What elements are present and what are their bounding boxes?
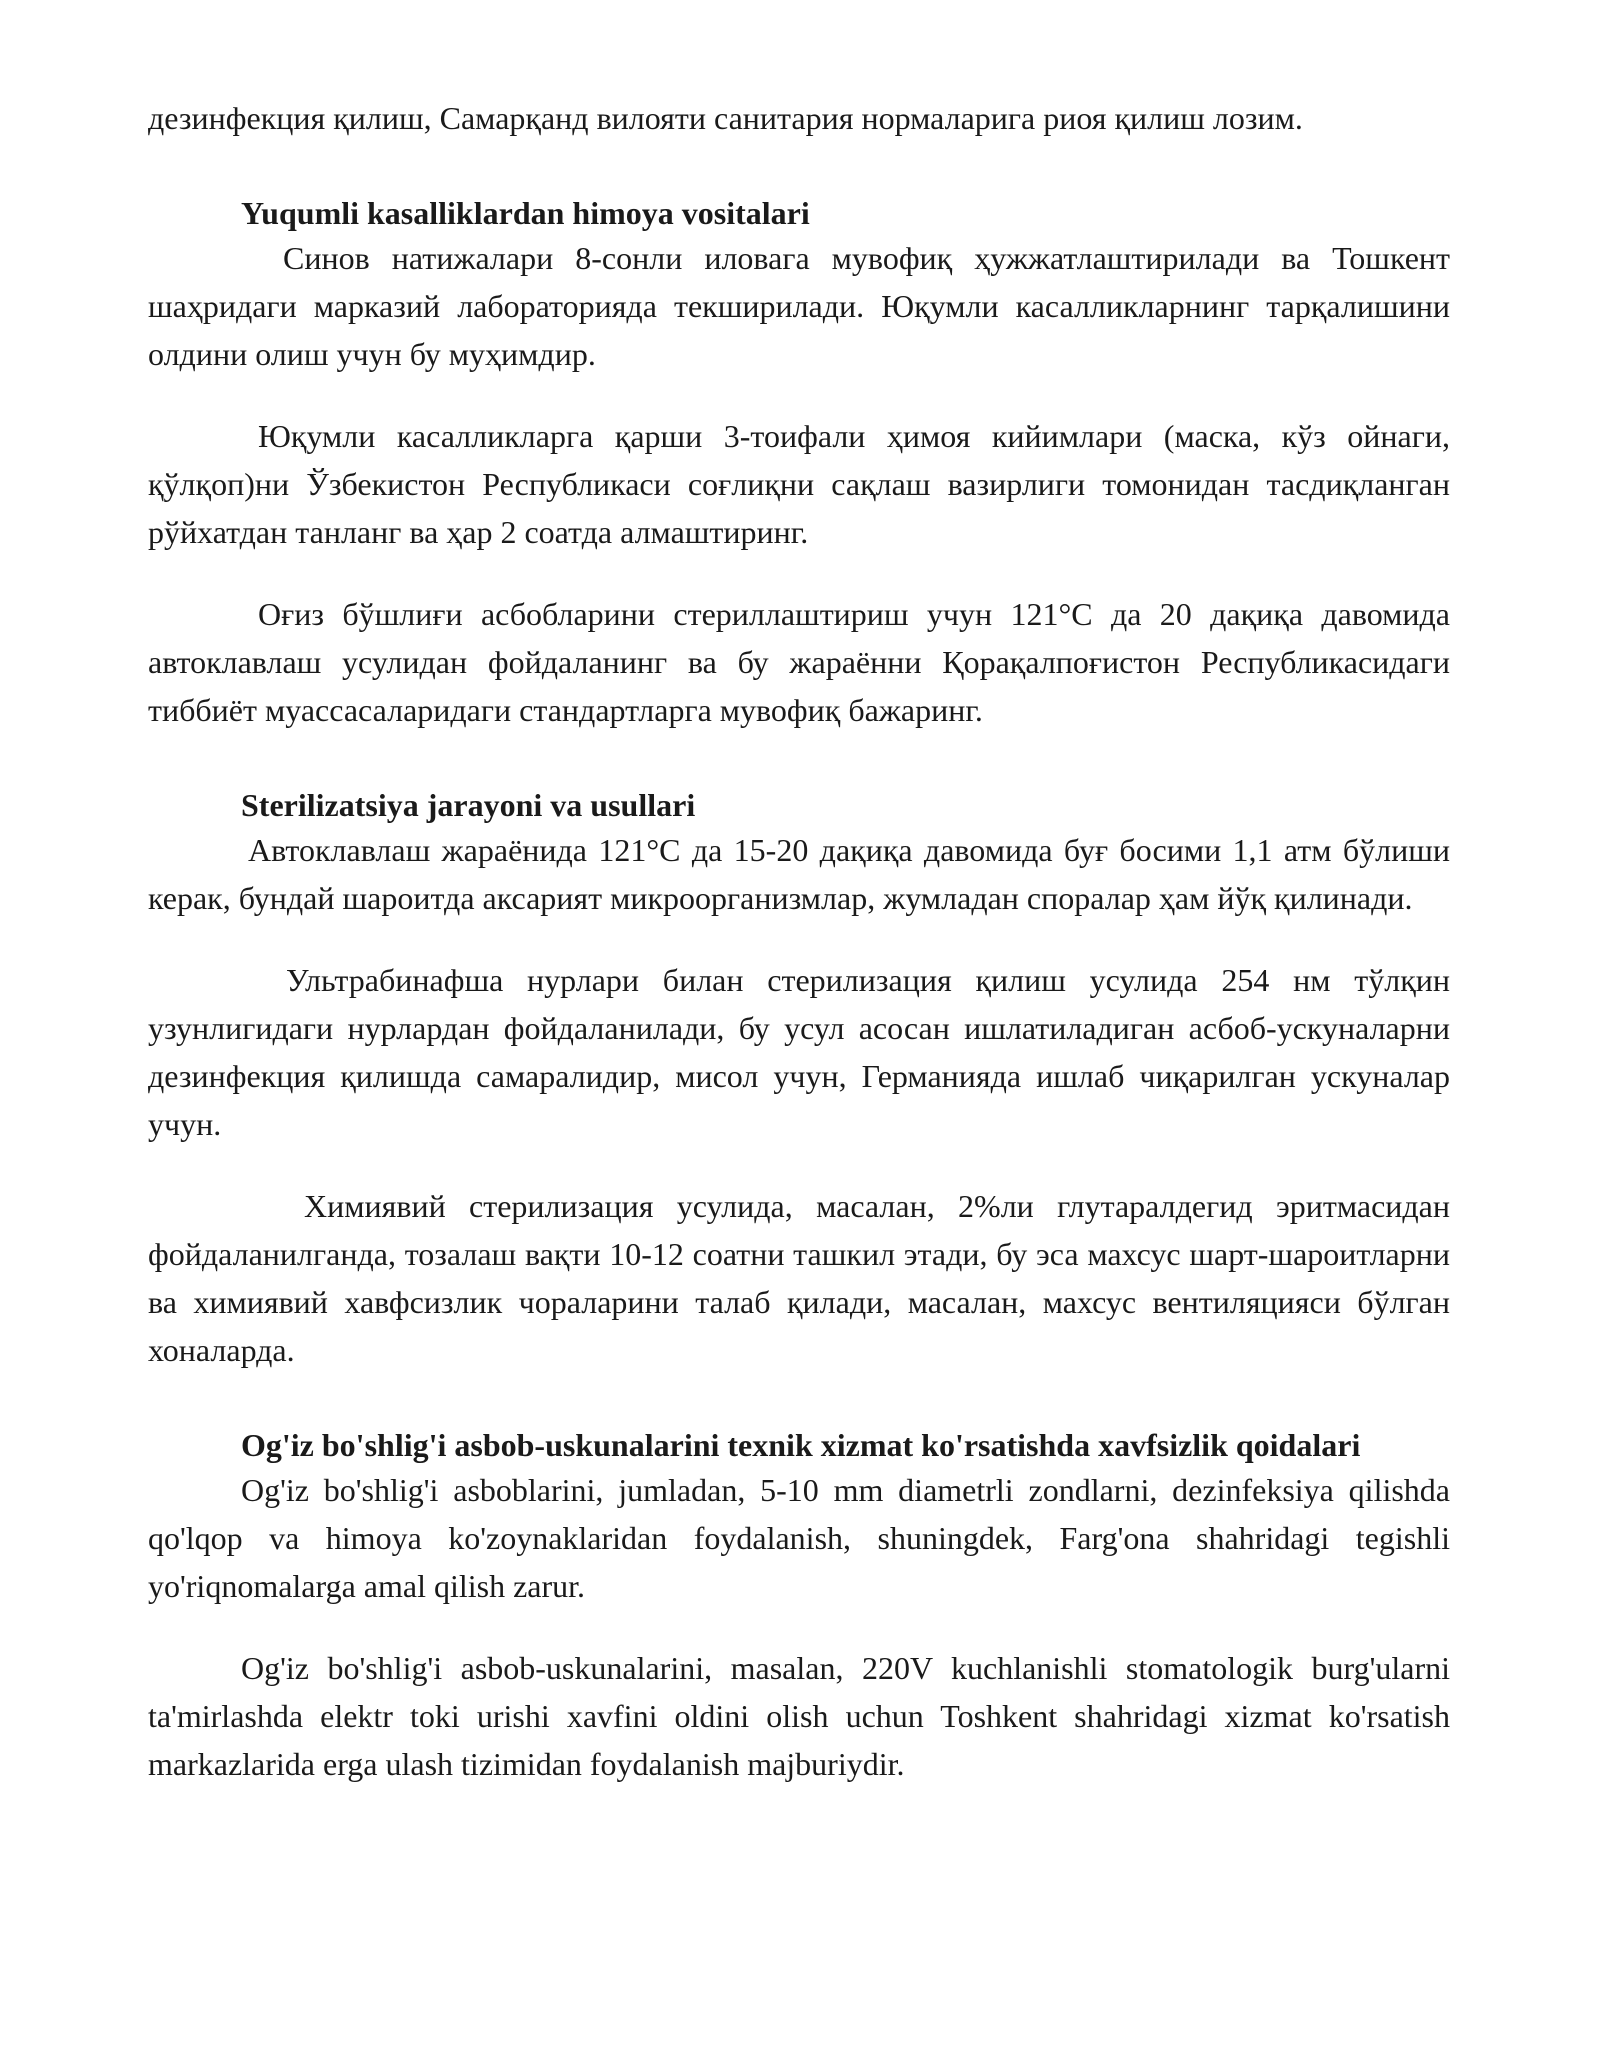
paragraph-ultraviolet: Ультрабинафша нурлари билан стерилизация қилиш усулида 254 нм тўлқин узунлигидаги нурлардан фойдаланилади, бу усул асосан ишлатиладиган асбоб-ускуналарни дезинфекция қилишда самаралидир, мисол учун, Германияда ишлаб чиқарилган ускуналар учун. <box>148 962 1450 1142</box>
paragraph-disinfection-norms: дезинфекция қилиш, Самарқанд вилояти санитария нормаларига риоя қилиш лозим. <box>148 100 1303 136</box>
paragraph-electrical-safety: Og'iz bo'shlig'i asbob-uskunalarini, masalan, 220V kuchlanishli stomatologik burg'ularni ta'mirlashda elektr toki urishi xavfini oldini olish uchun Toshkent shahridagi xizmat ko'rsatish markazlarida erga ulash tizimidan foydalanish majburiydir. <box>148 1650 1450 1782</box>
paragraph-chemical-sterilization: Химиявий стерилизация усулида, масалан, 2%ли глутаралдегид эритмасидан фойдаланилганда, тозалаш вақти 10-12 соатни ташкил этади, бу эса махсус шарт-шароитларни ва химиявий хавфсизлик чораларини талаб қилади, масалан, махсус вентиляцияси бўлган хоналарда. <box>148 1188 1450 1368</box>
paragraph-probe-disinfection: Og'iz bo'shlig'i asboblarini, jumladan, 5-10 mm diametrli zondlarni, dezinfeksiya qilishda qo'lqop va himoya ko'zoynaklaridan foydalanish, shuningdek, Farg'ona shahridagi tegishli yo'riqnomalarga amal qilish zarur. <box>148 1472 1450 1604</box>
paragraph-protective-clothing: Юқумли касалликларга қарши 3-тоифали ҳимоя кийимлари (маска, кўз ойнаги, қўлқоп)ни Ўзбекистон Республикаси соғлиқни сақлаш вазирлиги томонидан тасдиқланган рўйхатдан танланг ва ҳар 2 соатда алмаштиринг. <box>148 418 1450 550</box>
heading-sterilization-methods: Sterilizatsiya jarayoni va usullari <box>241 787 696 823</box>
heading-infection-protection: Yuqumli kasalliklardan himoya vositalari <box>241 195 810 231</box>
paragraph-autoclave-process: Автоклавлаш жараёнида 121°C да 15-20 дақиқа давомида буғ босими 1,1 атм бўлиши керак, бундай шароитда аксарият микроорганизмлар, жумладан споралар ҳам йўқ қилинади. <box>148 832 1450 916</box>
paragraph-test-results: Синов натижалари 8-сонли иловага мувофиқ ҳужжатлаштирилади ва Тошкент шаҳридаги марказий лабораторияда текширилади. Юқумли касалликларнинг тарқалишини олдини олиш учун бу муҳимдир. <box>148 240 1450 372</box>
document-page <box>148 94 1450 1788</box>
heading-safety-rules: Og'iz bo'shlig'i asbob-uskunalarini texnik xizmat ko'rsatishda xavfsizlik qoidalari <box>241 1427 1361 1463</box>
paragraph-autoclave-instruments: Оғиз бўшлиғи асбобларини стериллаштириш учун 121°C да 20 дақиқа давомида автоклавлаш усулидан фойдаланинг ва бу жараённи Қорақалпоғистон Республикасидаги тиббиёт муассасаларидаги стандартларга мувофиқ бажаринг. <box>148 596 1450 728</box>
